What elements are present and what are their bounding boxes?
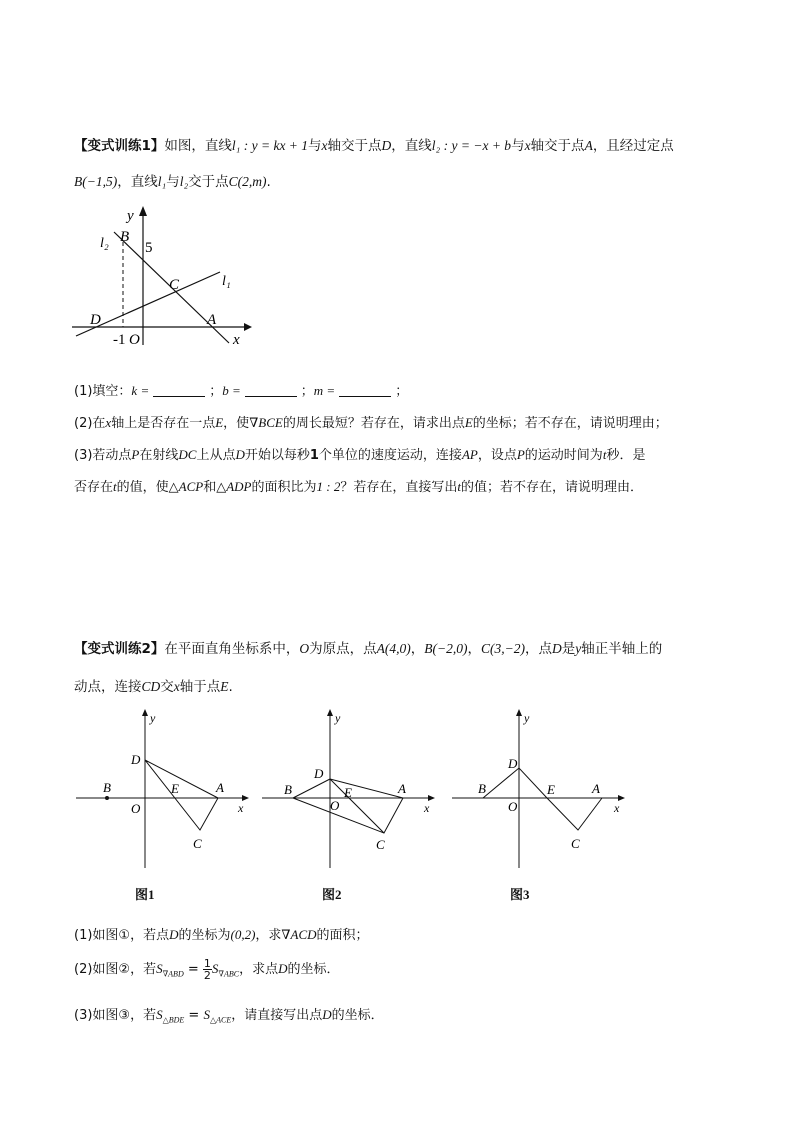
label-A: A — [216, 780, 224, 795]
triangle-acd — [145, 760, 218, 830]
y-arrow-icon — [516, 709, 522, 716]
ex1-q2: (2)在x轴上是否存在一点E，使∇BCE的周长最短？若存在，请求出点E的坐标；若不存在，请说明理由； — [74, 415, 668, 431]
label-C: C — [193, 836, 202, 851]
y-arrow-icon — [142, 709, 148, 716]
path-BDECA — [483, 768, 602, 830]
label-B: B — [103, 780, 111, 795]
label-D: D — [90, 312, 101, 328]
ex1-q3-line1: (3)若动点P在射线DC上从点D开始以每秒1个单位的速度运动，连接AP，设点P的运动时间为t秒．是 — [74, 447, 646, 463]
label-E: E — [344, 785, 352, 800]
ex2-tag: 【变式训练2】 — [74, 641, 165, 657]
label-A: A — [398, 781, 406, 796]
label-B: B — [284, 782, 292, 797]
label-C: C — [169, 277, 180, 293]
label-y: y — [335, 711, 341, 725]
ex2-line2: 动点，连接CD交x轴于点E. — [74, 679, 233, 695]
caption-fig2: 图2 — [322, 887, 342, 902]
label-x: x — [614, 801, 620, 815]
ex2-q3: (3)如图③，若$S_{\triangle BDE} = S_{\triangle ACE}$，请直接写出点D的坐标． — [74, 1007, 384, 1025]
segment-BD — [293, 779, 330, 798]
ex1-line1: 【变式训练1】如图，直线l₁ : y = kx + 1与x轴交于点D，直线l₂ : y = −x + b与x轴交于点A，且经过定点 — [74, 138, 674, 154]
label-D: D — [131, 752, 141, 767]
label-A: A — [207, 312, 217, 328]
ex2-figure-2 — [260, 706, 440, 871]
ex2-q1: (1)如图①，若点D的坐标为(0,2)，求∇ACD的面积； — [74, 927, 369, 943]
triangle-abc — [293, 798, 403, 833]
label-5: 5 — [145, 240, 153, 256]
ex2-line1: 【变式训练2】在平面直角坐标系中，O为原点，点A(4,0)，B(−2,0)，C(3,−2)，点D是y轴正半轴上的 — [74, 641, 663, 657]
x-arrow-icon — [244, 323, 252, 331]
y-arrow-icon — [139, 206, 147, 216]
segment-DA — [330, 779, 403, 798]
label-l2: l₂ — [100, 236, 109, 251]
label-y: y — [127, 208, 134, 224]
point-B — [105, 796, 109, 800]
label-x: x — [424, 801, 430, 815]
blank-k[interactable] — [153, 396, 205, 397]
ex1-q3-line2: 否存在t的值，使△ACP和△ADP的面积比为1 : 2？若存在，直接写出t的值；若不存在，请说明理由． — [74, 479, 644, 495]
label-x: x — [233, 332, 240, 348]
label-l1: l₁ — [222, 274, 231, 289]
label-E: E — [547, 782, 555, 797]
fraction-half: $\frac{1}{2}$ — [203, 957, 211, 982]
caption-fig1: 图1 — [135, 887, 155, 902]
blank-m[interactable] — [339, 396, 391, 397]
label-B: B — [120, 229, 130, 245]
caption-fig3: 图3 — [510, 887, 530, 902]
label-O: O — [508, 799, 518, 814]
label-x: x — [238, 801, 244, 815]
ex2-q2: (2)如图②，若$S_{\nabla ABD}$ = $\frac{1}{2}$ $S_{\nabla ABC}$，求点D的坐标． — [74, 957, 340, 982]
label-y: y — [524, 711, 530, 725]
label-D: D — [314, 766, 324, 781]
label-y: y — [150, 711, 156, 725]
label-D: D — [508, 756, 518, 771]
ex1-figure — [66, 200, 256, 350]
label-B: B — [478, 781, 486, 796]
label-O: O — [131, 801, 141, 816]
ex2-figure-1 — [74, 706, 254, 871]
label-O: O — [330, 798, 340, 813]
label-O: O — [129, 332, 140, 348]
label-C: C — [376, 837, 385, 852]
label-E: E — [171, 781, 179, 796]
label-neg1: -1 — [113, 332, 126, 348]
ex1-tag: 【变式训练1】 — [74, 138, 165, 154]
ex2-figure-3 — [450, 706, 630, 871]
ex1-line2: B(−1,5)，直线l₁与l₂交于点C(2,m). — [74, 174, 271, 190]
ex1-q1: (1)填空：k = ；b = ；m = ； — [74, 383, 409, 399]
blank-b[interactable] — [245, 396, 297, 397]
label-A: A — [592, 781, 600, 796]
y-arrow-icon — [327, 709, 333, 716]
label-C: C — [571, 836, 580, 851]
